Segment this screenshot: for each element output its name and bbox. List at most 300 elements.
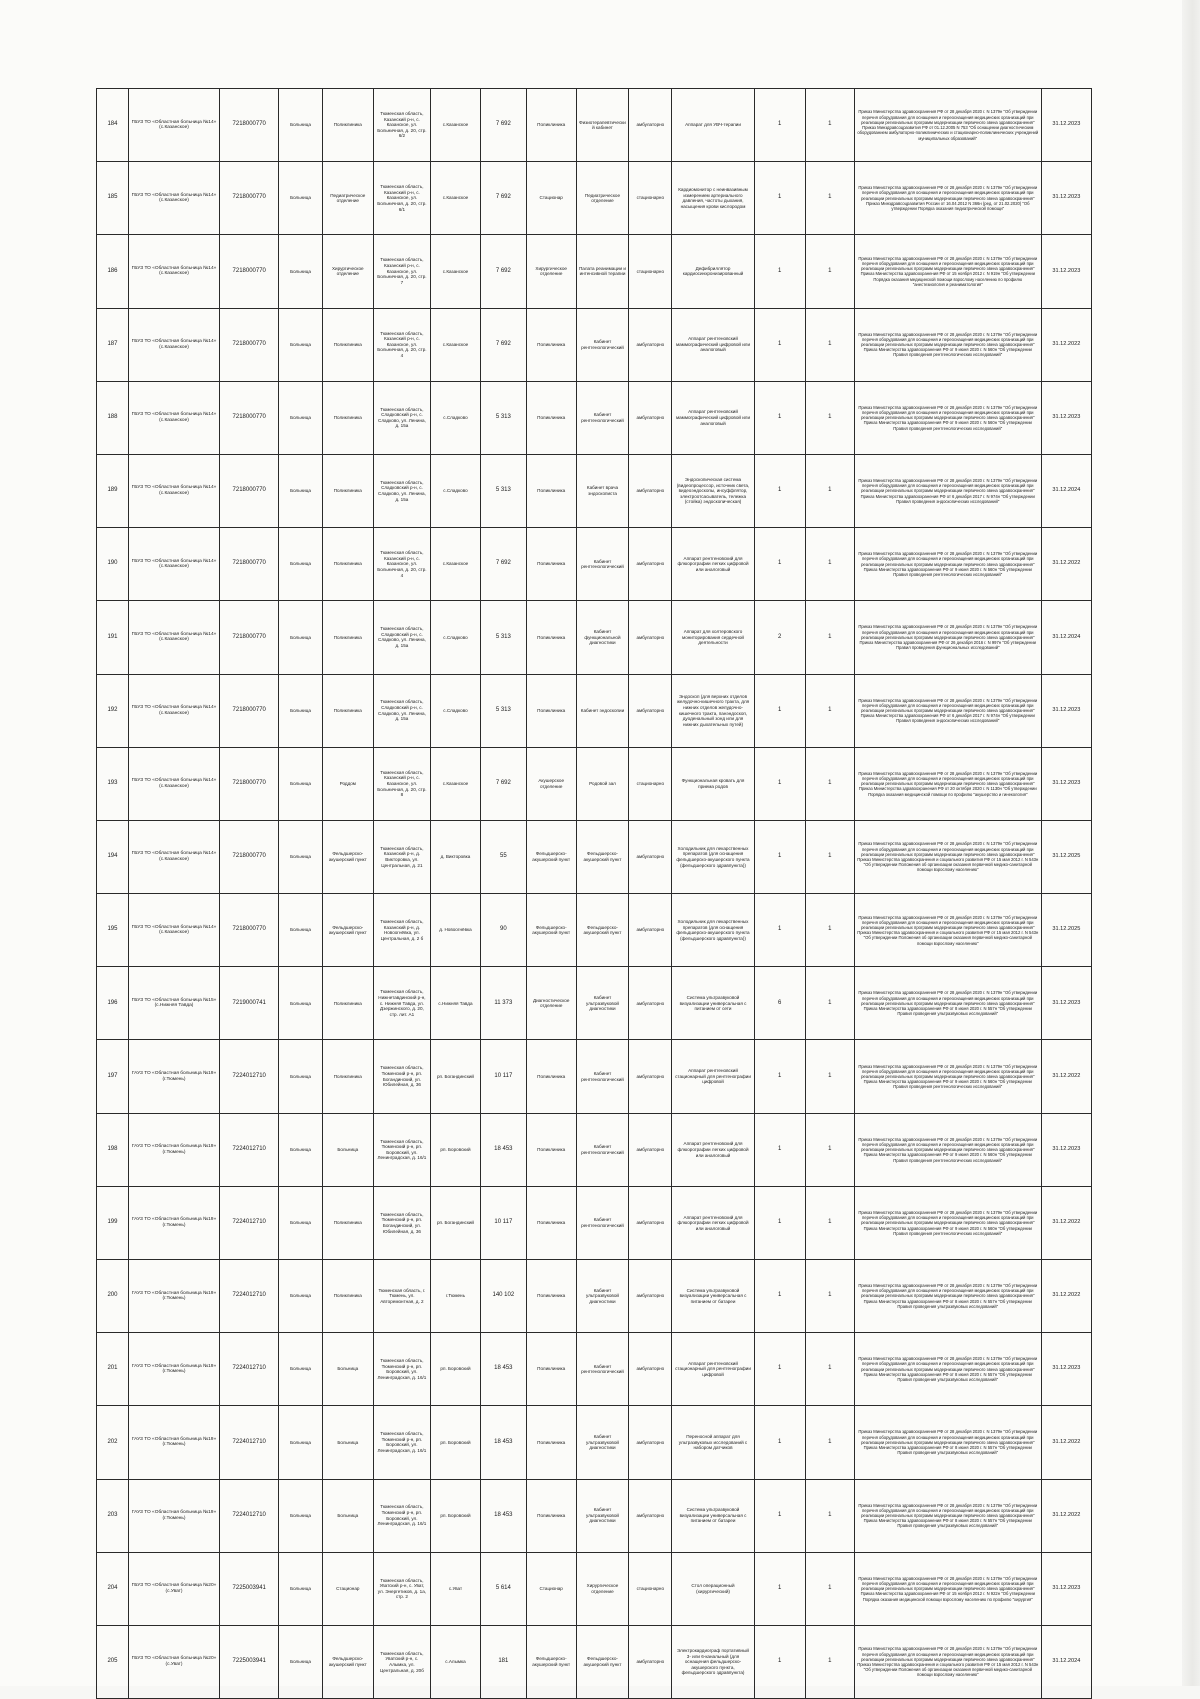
settlement-cell: с.Казанское	[430, 308, 480, 381]
equipment-name-cell: Система ультразвуковой визуализации универсальная с питанием от батареи	[672, 1260, 754, 1333]
unit-cell: Поликлиника	[526, 674, 576, 747]
regulatory-order-cell: Приказ Министерства здравоохранения РФ от 28 декабря 2020 г. N 1379н "Об утверждении перечня оборудования для оснащения и переоснащения медицинских организаций при реализации региональных программ модернизации первичного звена здравоохранения" Приказ Министерства здравоохранения РФ от 8 июня 2020 г. N 557н "Об утверждении Правил проведения ультразвуковых исследований"	[854, 1333, 1041, 1406]
quantity-units-cell: 1	[805, 1406, 854, 1479]
equipment-name-cell: Аппарат рентгеновский для флюорографии легких цифровой или аналоговый	[672, 1186, 754, 1259]
regulatory-order-cell: Приказ Министерства здравоохранения РФ от 28 декабря 2020 г. N 1379н "Об утверждении перечня оборудования для оснащения и переоснащения медицинских организаций при реализации региональных программ модернизации первичного звена здравоохранения" Приказ Министерства здравоохранения РФ от 6 декабря 2017 г. N 974н "Об утверждении Правил проведения эндоскопических исследований"	[854, 674, 1041, 747]
table-row	[97, 747, 1092, 820]
department-cell: Кабинет ультразвуковой диагностики	[576, 1260, 628, 1333]
organization-name-cell: ГАУЗ ТО «Областная больница №19» (г.Тюмень)	[128, 1333, 219, 1406]
subdivision-cell: Больница	[322, 1113, 373, 1186]
organization-name-cell: ГБУЗ ТО «Областная больница №14» (с.Казанское)	[128, 235, 219, 308]
department-cell: Кабинет ультразвуковой диагностики	[576, 1406, 628, 1479]
subdivision-cell: Хирургическое отделение	[322, 235, 373, 308]
target-date-cell: 31.12.2022	[1041, 1186, 1091, 1259]
regulatory-order-cell: Приказ Министерства здравоохранения РФ от 28 декабря 2020 г. N 1379н "Об утверждении перечня оборудования для оснащения и переоснащения медицинских организаций при реализации региональных программ модернизации первичного звена здравоохранения" Приказ Министерства здравоохранения РФ от 9 июня 2020 г. N 560н "Об утверждении Правил проведения рентгенологических исследований"	[854, 1113, 1041, 1186]
equipment-name-cell: Холодильник для лекарственных препаратов (для оснащения фельдшерско-акушерского пункта (фельдшерского здравпункта))	[672, 820, 754, 893]
organization-name-cell: ГБУЗ ТО «Областная больница №14» (с.Казанское)	[128, 894, 219, 967]
care-form-cell: стационарно	[629, 162, 672, 235]
table-row	[97, 1552, 1092, 1625]
address-cell: Тюменская область, Казанский р-н, с. Казанское, ул. Больничная, д. 20, стр. 6/1	[373, 162, 430, 235]
organization-name-cell: ГБУЗ ТО «Областная больница №14» (с.Казанское)	[128, 528, 219, 601]
row-number-cell: 184	[97, 89, 129, 162]
address-cell: Тюменская область, Казанский р-н, с. Казанское, ул. Больничная, д. 20, стр. 7	[373, 235, 430, 308]
address-cell: Тюменская область, Тюменский р-н, рп. Боровский, ул. Ленинградская, д. 16/1	[373, 1113, 430, 1186]
quantity-units-cell: 1	[805, 1333, 854, 1406]
population-cell: 18 453	[481, 1406, 527, 1479]
department-cell: Хирургическое отделение	[576, 1552, 628, 1625]
address-cell: Тюменская область, Казанский р-н, д. Викторовка, ул. Центральная, д. 21	[373, 820, 430, 893]
table-row	[97, 1040, 1092, 1113]
quantity-planned-cell: 1	[754, 381, 805, 454]
unit-cell: Стационар	[526, 1552, 576, 1625]
quantity-planned-cell: 1	[754, 454, 805, 527]
target-date-cell: 31.12.2022	[1041, 1479, 1091, 1552]
institution-type-cell: Больница	[279, 1479, 322, 1552]
regulatory-order-cell: Приказ Министерства здравоохранения РФ от 28 декабря 2020 г. N 1379н "Об утверждении перечня оборудования для оснащения и переоснащения медицинских организаций при реализации региональных программ модернизации первичного звена здравоохранения" Приказ Министерства здравоохранения РФ от 9 июня 2020 г. N 560н "Об утверждении Правил проведения рентгенологических исследований"	[854, 1186, 1041, 1259]
equipment-name-cell: Холодильник для лекарственных препаратов (для оснащения фельдшерско-акушерского пункта (фельдшерского здравпункта))	[672, 894, 754, 967]
population-cell: 5 313	[481, 674, 527, 747]
settlement-cell: с.Уват	[430, 1552, 480, 1625]
quantity-planned-cell: 1	[754, 747, 805, 820]
care-form-cell: амбулаторно	[629, 1113, 672, 1186]
settlement-cell: д. Новоогнёвка	[430, 894, 480, 967]
subdivision-cell: Поликлиника	[322, 1186, 373, 1259]
quantity-units-cell: 1	[805, 1186, 854, 1259]
table-row	[97, 454, 1092, 527]
quantity-units-cell: 1	[805, 1479, 854, 1552]
institution-type-cell: Больница	[279, 820, 322, 893]
institution-type-cell: Больница	[279, 454, 322, 527]
subdivision-cell: Фельдшерско-акушерский пункт	[322, 894, 373, 967]
quantity-planned-cell: 1	[754, 1186, 805, 1259]
population-cell: 18 453	[481, 1479, 527, 1552]
department-cell: Фельдшерско-акушерский пункт	[576, 820, 628, 893]
population-cell: 90	[481, 894, 527, 967]
subdivision-cell: Поликлиника	[322, 528, 373, 601]
care-form-cell: амбулаторно	[629, 89, 672, 162]
inn-code-cell: 7219000741	[220, 967, 279, 1040]
population-cell: 140 102	[481, 1260, 527, 1333]
quantity-planned-cell: 1	[754, 1406, 805, 1479]
equipment-name-cell: Стол операционный (хирургический)	[672, 1552, 754, 1625]
quantity-planned-cell: 1	[754, 235, 805, 308]
table-row	[97, 1625, 1092, 1698]
settlement-cell: с.Сладково	[430, 674, 480, 747]
target-date-cell: 31.12.2023	[1041, 674, 1091, 747]
subdivision-cell: Роддом	[322, 747, 373, 820]
address-cell: Тюменская область, Казанский р-н, с. Казанское, ул. Больничная, д. 20, стр. 4	[373, 308, 430, 381]
quantity-planned-cell: 1	[754, 89, 805, 162]
quantity-planned-cell: 6	[754, 967, 805, 1040]
regulatory-order-cell: Приказ Министерства здравоохранения РФ от 28 декабря 2020 г. N 1379н "Об утверждении перечня оборудования для оснащения и переоснащения медицинских организаций при реализации региональных программ модернизации первичного звена здравоохранения" Приказ Министерства здравоохранения РФ от 9 июня 2020 г. N 560н "Об утверждении Правил проведения рентгенологических исследований"	[854, 381, 1041, 454]
organization-name-cell: ГБУЗ ТО «Областная больница №14» (с.Казанское)	[128, 89, 219, 162]
row-number-cell: 188	[97, 381, 129, 454]
regulatory-order-cell: Приказ Министерства здравоохранения РФ от 28 декабря 2020 г. N 1379н "Об утверждении перечня оборудования для оснащения и переоснащения медицинских организаций при реализации региональных программ модернизации первичного звена здравоохранения" Приказ Минздравсоцразвития России от 16.04.2012 N 366н (ред. от 21.02.2020) "Об утверждении Порядка оказания педиатрической помощи"	[854, 162, 1041, 235]
table-row	[97, 967, 1092, 1040]
inn-code-cell: 7218000770	[220, 894, 279, 967]
care-form-cell: амбулаторно	[629, 1186, 672, 1259]
population-cell: 10 117	[481, 1040, 527, 1113]
inn-code-cell: 7218000770	[220, 820, 279, 893]
subdivision-cell: Поликлиника	[322, 1260, 373, 1333]
inn-code-cell: 7218000770	[220, 601, 279, 674]
department-cell: Кабинет ультразвуковой диагностики	[576, 967, 628, 1040]
target-date-cell: 31.12.2022	[1041, 1406, 1091, 1479]
population-cell: 7 692	[481, 89, 527, 162]
subdivision-cell: Больница	[322, 1333, 373, 1406]
organization-name-cell: ГБУЗ ТО «Областная больница №14» (с.Казанское)	[128, 674, 219, 747]
regulatory-order-cell: Приказ Министерства здравоохранения РФ от 28 декабря 2020 г. N 1379н "Об утверждении перечня оборудования для оснащения и переоснащения медицинских организаций при реализации региональных программ модернизации первичного звена здравоохранения" Приказ Министерства здравоохранения РФ от 9 июня 2020 г. N 560н "Об утверждении Правил проведения рентгенологических исследований"	[854, 528, 1041, 601]
table-row	[97, 601, 1092, 674]
settlement-cell: рп. Боровский	[430, 1333, 480, 1406]
institution-type-cell: Больница	[279, 1625, 322, 1698]
target-date-cell: 31.12.2023	[1041, 1113, 1091, 1186]
unit-cell: Поликлиника	[526, 1186, 576, 1259]
department-cell: Кабинет врача эндоскописта	[576, 454, 628, 527]
unit-cell: Поликлиника	[526, 1406, 576, 1479]
inn-code-cell: 7224012710	[220, 1113, 279, 1186]
subdivision-cell: Поликлиника	[322, 674, 373, 747]
target-date-cell: 31.12.2023	[1041, 747, 1091, 820]
department-cell: Кабинет функциональной диагностики	[576, 601, 628, 674]
settlement-cell: с.Сладково	[430, 381, 480, 454]
regulatory-order-cell: Приказ Министерства здравоохранения РФ от 28 декабря 2020 г. N 1379н "Об утверждении перечня оборудования для оснащения и переоснащения медицинских организаций при реализации региональных программ модернизации первичного звена здравоохранения" Приказ Минздравсоцразвития РФ от 01.12.2005 N 753 "Об оснащении диагностическим оборудованием амбулаторно-поликлинических и стационарно-поликлинических учреждений муниципальных образований"	[854, 89, 1041, 162]
quantity-units-cell: 1	[805, 967, 854, 1040]
table-row	[97, 820, 1092, 893]
department-cell: Кабинет рентгенологический	[576, 528, 628, 601]
population-cell: 18 453	[481, 1333, 527, 1406]
inn-code-cell: 7224012710	[220, 1260, 279, 1333]
organization-name-cell: ГАУЗ ТО «Областная больница №19» (г.Тюмень)	[128, 1113, 219, 1186]
equipment-name-cell: Аппарат рентгеновский стационарный для рентгенографии цифровой	[672, 1333, 754, 1406]
address-cell: Тюменская область, Сладковский р-н, с. Сладково, ул. Ленина, д. 15а	[373, 454, 430, 527]
page-edge-shadow	[1182, 0, 1200, 1686]
target-date-cell: 31.12.2023	[1041, 967, 1091, 1040]
subdivision-cell: Поликлиника	[322, 308, 373, 381]
table-row	[97, 1406, 1092, 1479]
institution-type-cell: Больница	[279, 162, 322, 235]
table-row	[97, 894, 1092, 967]
target-date-cell: 31.12.2024	[1041, 454, 1091, 527]
institution-type-cell: Больница	[279, 674, 322, 747]
institution-type-cell: Больница	[279, 528, 322, 601]
unit-cell: Поликлиника	[526, 381, 576, 454]
unit-cell: Поликлиника	[526, 601, 576, 674]
table-row	[97, 1333, 1092, 1406]
address-cell: Тюменская область, Казанский р-н, с. Казанское, ул. Больничная, д. 20, стр. 6/2	[373, 89, 430, 162]
address-cell: Тюменская область, Тюменский р-н, рп. Боровский, ул. Ленинградская, д. 16/1	[373, 1479, 430, 1552]
inn-code-cell: 7224012710	[220, 1406, 279, 1479]
regulatory-order-cell: Приказ Министерства здравоохранения РФ от 28 декабря 2020 г. N 1379н "Об утверждении перечня оборудования для оснащения и переоснащения медицинских организаций при реализации региональных программ модернизации первичного звена здравоохранения" Приказ Министерства здравоохранения РФ от 26 декабря 2016 г. N 997н "Об утверждении Правил проведения функциональных исследований"	[854, 601, 1041, 674]
target-date-cell: 31.12.2022	[1041, 1040, 1091, 1113]
organization-name-cell: ГБУЗ ТО «Областная больница №14» (с.Казанское)	[128, 454, 219, 527]
table-body	[97, 89, 1092, 1699]
equipment-name-cell: Аппарат рентгеновский для флюорографии легких цифровой или аналоговый	[672, 528, 754, 601]
care-form-cell: амбулаторно	[629, 967, 672, 1040]
address-cell: Тюменская область, Казанский р-н, с. Казанское, ул. Больничная, д. 20, стр. 8	[373, 747, 430, 820]
care-form-cell: стационарно	[629, 747, 672, 820]
equipment-name-cell: Аппарат рентгеновский маммографический цифровой или аналоговый	[672, 308, 754, 381]
unit-cell: Поликлиника	[526, 308, 576, 381]
regulatory-order-cell: Приказ Министерства здравоохранения РФ от 28 декабря 2020 г. N 1379н "Об утверждении перечня оборудования для оснащения и переоснащения медицинских организаций при реализации региональных программ модернизации первичного звена здравоохранения" Приказ Министерства здравоохранения РФ от 15 ноября 2012 г. N 922н "Об утверждении Порядка оказания медицинской помощи взрослому населению по профилю "хирургия"	[854, 1552, 1041, 1625]
care-form-cell: амбулаторно	[629, 1406, 672, 1479]
settlement-cell: с.Сладково	[430, 454, 480, 527]
population-cell: 7 692	[481, 235, 527, 308]
department-cell: Кабинет рентгенологический	[576, 1040, 628, 1113]
regulatory-order-cell: Приказ Министерства здравоохранения РФ от 28 декабря 2020 г. N 1379н "Об утверждении перечня оборудования для оснащения и переоснащения медицинских организаций при реализации региональных программ модернизации первичного звена здравоохранения" Приказ Министерства здравоохранения РФ от 20 октября 2020 г. N 1130н "Об утверждении Порядка оказания медицинской помощи по профилю "акушерство и гинекология"	[854, 747, 1041, 820]
care-form-cell: амбулаторно	[629, 1479, 672, 1552]
equipment-name-cell: Дефибриллятор кардиосинхронизированный	[672, 235, 754, 308]
population-cell: 10 117	[481, 1186, 527, 1259]
row-number-cell: 185	[97, 162, 129, 235]
quantity-units-cell: 1	[805, 89, 854, 162]
inn-code-cell: 7218000770	[220, 674, 279, 747]
quantity-units-cell: 1	[805, 674, 854, 747]
population-cell: 18 453	[481, 1113, 527, 1186]
row-number-cell: 204	[97, 1552, 129, 1625]
unit-cell: Поликлиника	[526, 454, 576, 527]
regulatory-order-cell: Приказ Министерства здравоохранения РФ от 28 декабря 2020 г. N 1379н "Об утверждении перечня оборудования для оснащения и переоснащения медицинских организаций при реализации региональных программ модернизации первичного звена здравоохранения" Приказ Министерства здравоохранения РФ от 9 июня 2020 г. N 560н "Об утверждении Правил проведения рентгенологических исследований"	[854, 308, 1041, 381]
quantity-planned-cell: 2	[754, 601, 805, 674]
quantity-units-cell: 1	[805, 528, 854, 601]
row-number-cell: 201	[97, 1333, 129, 1406]
target-date-cell: 31.12.2025	[1041, 894, 1091, 967]
subdivision-cell: Поликлиника	[322, 454, 373, 527]
quantity-planned-cell: 1	[754, 1113, 805, 1186]
care-form-cell: амбулаторно	[629, 1625, 672, 1698]
regulatory-order-cell: Приказ Министерства здравоохранения РФ от 28 декабря 2020 г. N 1379н "Об утверждении перечня оборудования для оснащения и переоснащения медицинских организаций при реализации региональных программ модернизации первичного звена здравоохранения" Приказ Министерства здравоохранения РФ от 8 июня 2020 г. N 557н "Об утверждении Правил проведения ультразвуковых исследований"	[854, 1260, 1041, 1333]
table-row	[97, 308, 1092, 381]
organization-name-cell: ГБУЗ ТО «Областная больница №20» (с.Уват)	[128, 1552, 219, 1625]
quantity-planned-cell: 1	[754, 674, 805, 747]
regulatory-order-cell: Приказ Министерства здравоохранения РФ от 28 декабря 2020 г. N 1379н "Об утверждении перечня оборудования для оснащения и переоснащения медицинских организаций при реализации региональных программ модернизации первичного звена здравоохранения" Приказ Министерства здравоохранения РФ от 8 июня 2020 г. N 557н "Об утверждении Правил проведения ультразвуковых исследований"	[854, 1479, 1041, 1552]
institution-type-cell: Больница	[279, 1113, 322, 1186]
department-cell: Родовой зал	[576, 747, 628, 820]
quantity-units-cell: 1	[805, 1040, 854, 1113]
quantity-units-cell: 1	[805, 894, 854, 967]
care-form-cell: амбулаторно	[629, 894, 672, 967]
unit-cell: Фельдшерско-акушерский пункт	[526, 894, 576, 967]
row-number-cell: 192	[97, 674, 129, 747]
department-cell: Физиотерапевтический кабинет	[576, 89, 628, 162]
equipment-name-cell: Переносной аппарат для ультразвуковых исследований с набором датчиков	[672, 1406, 754, 1479]
equipment-name-cell: Аппарат рентгеновский для флюорографии легких цифровой или аналоговый	[672, 1113, 754, 1186]
address-cell: Тюменская область, Уватский р-н, с. Уват, ул. Энергетиков, д. 1а, стр. 2	[373, 1552, 430, 1625]
inn-code-cell: 7224012710	[220, 1333, 279, 1406]
regulatory-order-cell: Приказ Министерства здравоохранения РФ от 28 декабря 2020 г. N 1379н "Об утверждении перечня оборудования для оснащения и переоснащения медицинских организаций при реализации региональных программ модернизации первичного звена здравоохранения" Приказ Министерства здравоохранения РФ от 15 ноября 2012 г. N 919н "Об утверждении Порядка оказания медицинской помощи взрослому населению по профилю "анестезиология и реаниматология"	[854, 235, 1041, 308]
institution-type-cell: Больница	[279, 1552, 322, 1625]
institution-type-cell: Больница	[279, 1260, 322, 1333]
quantity-units-cell: 1	[805, 1552, 854, 1625]
row-number-cell: 193	[97, 747, 129, 820]
inn-code-cell: 7225003941	[220, 1552, 279, 1625]
unit-cell: Поликлиника	[526, 89, 576, 162]
settlement-cell: рп. Богандинский	[430, 1040, 480, 1113]
institution-type-cell: Больница	[279, 89, 322, 162]
institution-type-cell: Больница	[279, 308, 322, 381]
department-cell: Кабинет ультразвуковой диагностики	[576, 1479, 628, 1552]
population-cell: 5 313	[481, 381, 527, 454]
address-cell: Тюменская область, Сладковский р-н, с. Сладково, ул. Ленина, д. 15а	[373, 601, 430, 674]
unit-cell: Стационар	[526, 162, 576, 235]
department-cell: Педиатрическое отделение	[576, 162, 628, 235]
subdivision-cell: Поликлиника	[322, 381, 373, 454]
table-row	[97, 1186, 1092, 1259]
inn-code-cell: 7218000770	[220, 235, 279, 308]
row-number-cell: 189	[97, 454, 129, 527]
settlement-cell: с.Нижняя Тавда	[430, 967, 480, 1040]
organization-name-cell: ГАУЗ ТО «Областная больница №19» (г.Тюмень)	[128, 1260, 219, 1333]
row-number-cell: 191	[97, 601, 129, 674]
inn-code-cell: 7224012710	[220, 1186, 279, 1259]
quantity-units-cell: 1	[805, 381, 854, 454]
subdivision-cell: Поликлиника	[322, 1040, 373, 1113]
care-form-cell: амбулаторно	[629, 1333, 672, 1406]
address-cell: Тюменская область, Сладковский р-н, с. Сладково, ул. Ленина, д. 15а	[373, 381, 430, 454]
organization-name-cell: ГБУЗ ТО «Областная больница №14» (с.Казанское)	[128, 820, 219, 893]
settlement-cell: д. Викторовка	[430, 820, 480, 893]
care-form-cell: амбулаторно	[629, 1260, 672, 1333]
organization-name-cell: ГБУЗ ТО «Областная больница №15» (с.Нижняя Тавда)	[128, 967, 219, 1040]
inn-code-cell: 7218000770	[220, 747, 279, 820]
target-date-cell: 31.12.2022	[1041, 308, 1091, 381]
address-cell: Тюменская область, Казанский р-н, с. Казанское, ул. Больничная, д. 20, стр. 4	[373, 528, 430, 601]
care-form-cell: амбулаторно	[629, 454, 672, 527]
quantity-units-cell: 1	[805, 454, 854, 527]
table-row	[97, 162, 1092, 235]
care-form-cell: амбулаторно	[629, 1040, 672, 1113]
institution-type-cell: Больница	[279, 747, 322, 820]
quantity-planned-cell: 1	[754, 1040, 805, 1113]
address-cell: Тюменская область, Тюменский р-н, рп. Богандинский, ул. Юбилейная, д. 36	[373, 1040, 430, 1113]
organization-name-cell: ГБУЗ ТО «Областная больница №14» (с.Казанское)	[128, 381, 219, 454]
department-cell: Фельдшерско-акушерский пункт	[576, 1625, 628, 1698]
equipment-name-cell: Система ультразвуковой визуализации универсальная с питанием от сети	[672, 967, 754, 1040]
inn-code-cell: 7225003941	[220, 1625, 279, 1698]
unit-cell: Поликлиника	[526, 1113, 576, 1186]
address-cell: Тюменская область, Тюменский р-н, рп. Боровский, ул. Ленинградская, д. 16/1	[373, 1333, 430, 1406]
quantity-units-cell: 1	[805, 1260, 854, 1333]
inn-code-cell: 7218000770	[220, 528, 279, 601]
equipment-name-cell: Аппарат для УВЧ-терапии	[672, 89, 754, 162]
table-row	[97, 1479, 1092, 1552]
regulatory-order-cell: Приказ Министерства здравоохранения РФ от 28 декабря 2020 г. N 1379н "Об утверждении перечня оборудования для оснащения и переоснащения медицинских организаций при реализации региональных программ модернизации первичного звена здравоохранения" Приказ Министерства здравоохранения РФ от 9 июня 2020 г. N 560н "Об утверждении Правил проведения рентгенологических исследований"	[854, 1040, 1041, 1113]
quantity-units-cell: 1	[805, 820, 854, 893]
address-cell: Тюменская область, г. Тюмень, ул. Авторемонтная, д. 2	[373, 1260, 430, 1333]
settlement-cell: рп. Боровский	[430, 1113, 480, 1186]
organization-name-cell: ГАУЗ ТО «Областная больница №19» (г.Тюмень)	[128, 1406, 219, 1479]
target-date-cell: 31.12.2025	[1041, 820, 1091, 893]
regulatory-order-cell: Приказ Министерства здравоохранения РФ от 28 декабря 2020 г. N 1379н "Об утверждении перечня оборудования для оснащения и переоснащения медицинских организаций при реализации региональных программ модернизации первичного звена здравоохранения" Приказ Министерства здравоохранения РФ от 8 июня 2020 г. N 557н "Об утверждении Правил проведения ультразвуковых исследований"	[854, 1406, 1041, 1479]
quantity-units-cell: 1	[805, 1113, 854, 1186]
quantity-planned-cell: 1	[754, 1479, 805, 1552]
subdivision-cell: Фельдшерско-акушерский пункт	[322, 820, 373, 893]
target-date-cell: 31.12.2022	[1041, 1260, 1091, 1333]
unit-cell: Фельдшерско-акушерский пункт	[526, 1625, 576, 1698]
care-form-cell: амбулаторно	[629, 820, 672, 893]
settlement-cell: с.Алымка	[430, 1625, 480, 1698]
row-number-cell: 203	[97, 1479, 129, 1552]
row-number-cell: 190	[97, 528, 129, 601]
row-number-cell: 195	[97, 894, 129, 967]
population-cell: 7 692	[481, 747, 527, 820]
unit-cell: Поликлиника	[526, 528, 576, 601]
subdivision-cell: Поликлиника	[322, 601, 373, 674]
subdivision-cell: Стационар	[322, 1552, 373, 1625]
regulatory-order-cell: Приказ Министерства здравоохранения РФ от 28 декабря 2020 г. N 1379н "Об утверждении перечня оборудования для оснащения и переоснащения медицинских организаций при реализации региональных программ модернизации первичного звена здравоохранения" Приказ Министерства здравоохранения и социального развития РФ от 15 мая 2012 г. N 543н "Об утверждении Положения об организации оказания первичной медико-санитарной помощи взрослому населению"	[854, 1625, 1041, 1698]
unit-cell: Хирургическое отделение	[526, 235, 576, 308]
population-cell: 55	[481, 820, 527, 893]
quantity-planned-cell: 1	[754, 1260, 805, 1333]
quantity-units-cell: 1	[805, 747, 854, 820]
population-cell: 5 313	[481, 601, 527, 674]
settlement-cell: с.Казанское	[430, 528, 480, 601]
address-cell: Тюменская область, Тюменский р-н, рп. Боровский, ул. Ленинградская, д. 16/1	[373, 1406, 430, 1479]
address-cell: Тюменская область, Сладковский р-н, с. Сладково, ул. Ленина, д. 15а	[373, 674, 430, 747]
settlement-cell: с.Казанское	[430, 747, 480, 820]
regulatory-order-cell: Приказ Министерства здравоохранения РФ от 28 декабря 2020 г. N 1379н "Об утверждении перечня оборудования для оснащения и переоснащения медицинских организаций при реализации региональных программ модернизации первичного звена здравоохранения" Приказ Министерства здравоохранения РФ от 8 июня 2020 г. N 557н "Об утверждении Правил проведения ультразвуковых исследований"	[854, 967, 1041, 1040]
quantity-units-cell: 1	[805, 308, 854, 381]
population-cell: 7 692	[481, 528, 527, 601]
target-date-cell: 31.12.2023	[1041, 162, 1091, 235]
settlement-cell: с.Казанское	[430, 162, 480, 235]
target-date-cell: 31.12.2024	[1041, 1625, 1091, 1698]
organization-name-cell: ГБУЗ ТО «Областная больница №14» (с.Казанское)	[128, 601, 219, 674]
settlement-cell: рп. Боровский	[430, 1406, 480, 1479]
settlement-cell: г.Тюмень	[430, 1260, 480, 1333]
department-cell: Кабинет рентгенологический	[576, 1186, 628, 1259]
unit-cell: Диагностическое отделение	[526, 967, 576, 1040]
care-form-cell: амбулаторно	[629, 308, 672, 381]
unit-cell: Поликлиника	[526, 1040, 576, 1113]
quantity-planned-cell: 1	[754, 162, 805, 235]
department-cell: Кабинет рентгенологический	[576, 1113, 628, 1186]
organization-name-cell: ГАУЗ ТО «Областная больница №19» (г.Тюмень)	[128, 1186, 219, 1259]
population-cell: 7 692	[481, 162, 527, 235]
care-form-cell: амбулаторно	[629, 674, 672, 747]
quantity-planned-cell: 1	[754, 528, 805, 601]
row-number-cell: 194	[97, 820, 129, 893]
inn-code-cell: 7218000770	[220, 89, 279, 162]
equipment-name-cell: Электрокардиограф портативный 3- или 6-канальный (для оснащения фельдшерско-акушерского пункта, фельдшерского здравпункта)	[672, 1625, 754, 1698]
institution-type-cell: Больница	[279, 381, 322, 454]
address-cell: Тюменская область, Тюменский р-н, рп. Богандинский, ул. Юбилейная, д. 36	[373, 1186, 430, 1259]
regulatory-order-cell: Приказ Министерства здравоохранения РФ от 28 декабря 2020 г. N 1379н "Об утверждении перечня оборудования для оснащения и переоснащения медицинских организаций при реализации региональных программ модернизации первичного звена здравоохранения" Приказ Министерства здравоохранения РФ от 6 декабря 2017 г. N 974н "Об утверждении Правил проведения эндоскопических исследований"	[854, 454, 1041, 527]
institution-type-cell: Больница	[279, 894, 322, 967]
table-row	[97, 381, 1092, 454]
department-cell: Кабинет эндоскопии	[576, 674, 628, 747]
unit-cell: Поликлиника	[526, 1479, 576, 1552]
unit-cell: Поликлиника	[526, 1260, 576, 1333]
equipment-name-cell: Аппарат для холтеровского мониторирования сердечной деятельности	[672, 601, 754, 674]
equipment-name-cell: Система ультразвуковой визуализации универсальная с питанием от батареи	[672, 1479, 754, 1552]
row-number-cell: 198	[97, 1113, 129, 1186]
equipment-name-cell: Эндоскоп (для верхних отделов желудочно-кишечного тракта, для нижних отделов желудочно-кишечного тракта, панэндоскоп, дуоденальный зонд или для нижних дыхательных путей)	[672, 674, 754, 747]
population-cell: 5 313	[481, 454, 527, 527]
population-cell: 11 373	[481, 967, 527, 1040]
inn-code-cell: 7224012710	[220, 1040, 279, 1113]
equipment-name-cell: Аппарат рентгеновский маммографический цифровой или аналоговый	[672, 381, 754, 454]
care-form-cell: амбулаторно	[629, 381, 672, 454]
address-cell: Тюменская область, Уватский р-н, с. Алымка, ул. Центральная, д. 20б	[373, 1625, 430, 1698]
quantity-planned-cell: 1	[754, 1625, 805, 1698]
inn-code-cell: 7218000770	[220, 454, 279, 527]
regulatory-order-cell: Приказ Министерства здравоохранения РФ от 28 декабря 2020 г. N 1379н "Об утверждении перечня оборудования для оснащения и переоснащения медицинских организаций при реализации региональных программ модернизации первичного звена здравоохранения" Приказ Министерства здравоохранения и социального развития РФ от 15 мая 2012 г. N 543н "Об утверждении Положения об организации оказания первичной медико-санитарной помощи взрослому населению"	[854, 894, 1041, 967]
quantity-planned-cell: 1	[754, 1552, 805, 1625]
settlement-cell: с.Казанское	[430, 235, 480, 308]
row-number-cell: 205	[97, 1625, 129, 1698]
subdivision-cell: Педиатрическое отделение	[322, 162, 373, 235]
